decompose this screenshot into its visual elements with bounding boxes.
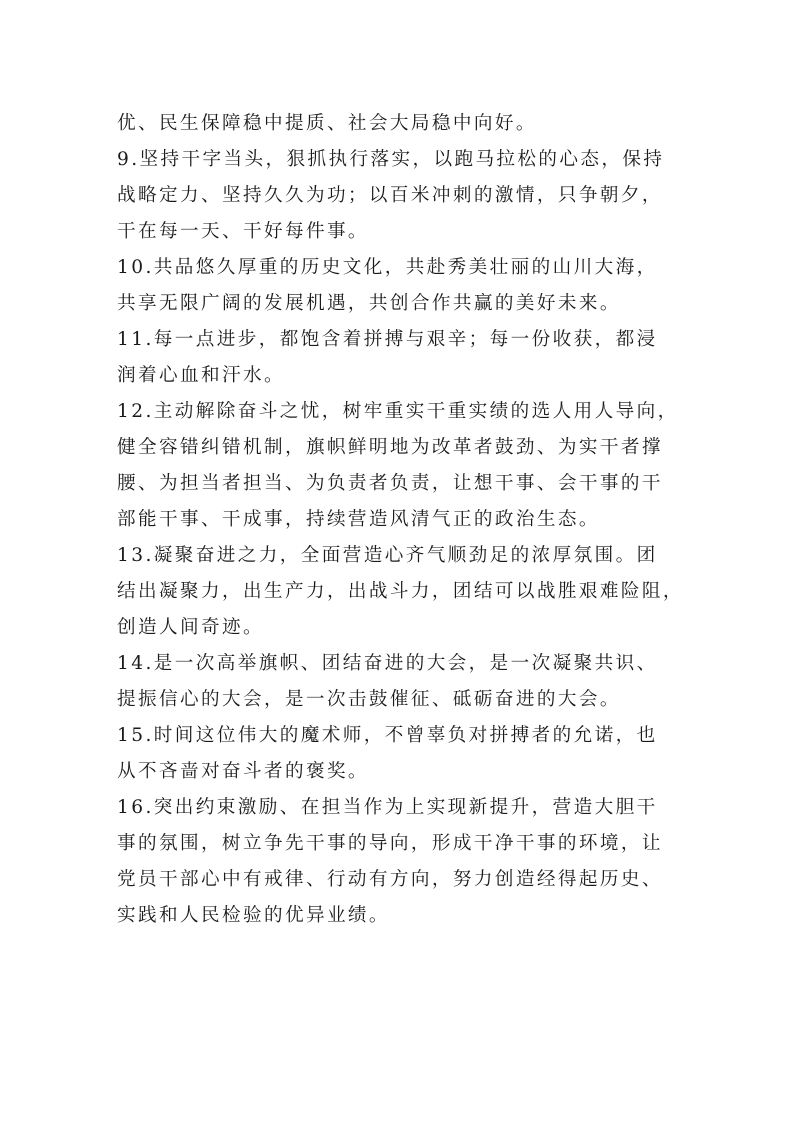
text-line-10: 健全容错纠错机制，旗帜鲜明地为改革者鼓劲、为实干者撑 [117,437,663,458]
text-line-5: 10.共品悠久厚重的历史文化，共赴秀美壮丽的山川大海， [117,257,658,278]
text-line-17: 提振信心的大会，是一次击鼓催征、砥砺奋进的大会。 [117,689,621,710]
text-line-16: 14.是一次高举旗帜、团结奋进的大会，是一次凝聚共识、 [117,653,658,674]
text-line-19: 从不吝啬对奋斗者的褒奖。 [117,761,369,782]
text-line-18: 15.时间这位伟大的魔术师，不曾辜负对拼搏者的允诺，也 [117,725,658,746]
text-line-23: 实践和人民检验的优异业绩。 [117,905,390,926]
text-line-14: 结出凝聚力，出生产力，出战斗力，团结可以战胜艰难险阻， [117,581,684,602]
text-line-22: 党员干部心中有戒律、行动有方向，努力创造经得起历史、 [117,869,663,890]
text-line-6: 共享无限广阔的发展机遇，共创合作共赢的美好未来。 [117,293,621,314]
text-line-15: 创造人间奇迹。 [117,617,264,638]
text-line-12: 部能干事、干成事，持续营造风清气正的政治生态。 [117,509,600,530]
text-line-4: 干在每一天、干好每件事。 [117,221,369,242]
text-line-1: 优、民生保障稳中提质、社会大局稳中向好。 [117,113,537,134]
text-line-8: 润着心血和汗水。 [117,365,285,386]
text-line-20: 16.突出约束激励、在担当作为上实现新提升，营造大胆干 [117,797,658,818]
text-line-21: 事的氛围，树立争先干事的导向，形成干净干事的环境，让 [117,833,663,854]
document-body [117,106,683,934]
text-line-9: 12.主动解除奋斗之忧，树牢重实干重实绩的选人用人导向， [117,401,679,422]
text-line-11: 腰、为担当者担当、为负责者负责，让想干事、会干事的干 [117,473,663,494]
text-line-3: 战略定力、坚持久久为功；以百米冲刺的激情，只争朝夕， [117,185,663,206]
text-line-2: 9.坚持干字当头，狠抓执行落实，以跑马拉松的心态，保持 [117,149,665,170]
text-line-13: 13.凝聚奋进之力，全面营造心齐气顺劲足的浓厚氛围。团 [117,545,658,566]
text-line-7: 11.每一点进步，都饱含着拼搏与艰辛；每一份收获，都浸 [117,329,658,350]
